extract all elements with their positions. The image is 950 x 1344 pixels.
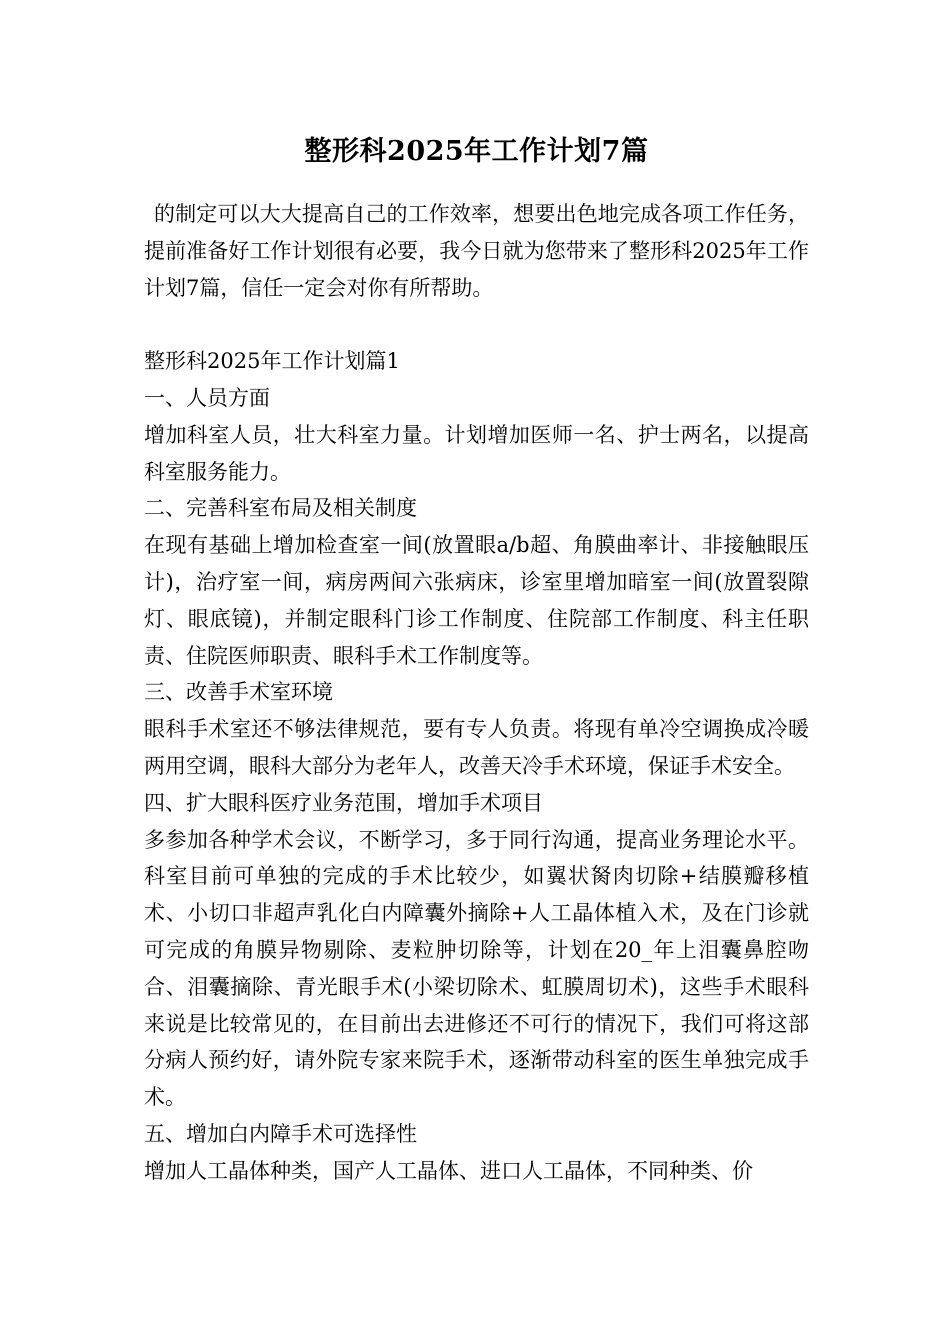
item-body: 在现有基础上增加检查室一间(放置眼a/b超、角膜曲率计、非接触眼压计)，治疗室一间，病房两间六张病床，诊室里增加暗室一间(放置裂隙灯、眼底镜)，并制定眼科门诊工作制度、住院部工作制度、科主任职责、住院医师职责、眼科手术工作制度等。: [144, 533, 809, 668]
document-title: 整形科2025年工作计划7篇: [304, 136, 649, 167]
item-heading: 五、增加白内障手术可选择性: [144, 1121, 417, 1146]
item-heading: 一、人员方面: [144, 385, 270, 410]
item-heading: 二、完善科室布局及相关制度: [144, 496, 417, 521]
document-body: [144, 196, 809, 1190]
item-body: 多参加各种学术会议，不断学习，多于同行沟通，提高业务理论水平。科室目前可单独的完成的手术比较少，如翼状胬肉切除+结膜瓣移植术、小切口非超声乳化白内障囊外摘除+人工晶体植入术，及在门诊就可完成的角膜异物剔除、麦粒肿切除等，计划在20_年上泪囊鼻腔吻合、泪囊摘除、青光眼手术(小梁切除术、虹膜周切术)，这些手术眼科来说是比较常见的，在目前出去进修还不可行的情况下，我们可将这部分病人预约好，请外院专家来院手术，逐渐带动科室的医生单独完成手术。: [144, 827, 809, 1110]
item-heading: 四、扩大眼科医疗业务范围，增加手术项目: [144, 790, 543, 815]
item-body: 增加科室人员，壮大科室力量。计划增加医师一名、护士两名，以提高科室服务能力。: [144, 422, 809, 484]
item-body: 增加人工晶体种类，国产人工晶体、进口人工晶体，不同种类、价: [144, 1158, 753, 1183]
section-heading: 整形科2025年工作计划篇1: [144, 349, 400, 374]
paragraph-spacer: [144, 306, 809, 343]
intro-paragraph: 的制定可以大大提高自己的工作效率，想要出色地完成各项工作任务，提前准备好工作计划很有必要，我今日就为您带来了整形科2025年工作计划7篇，信任一定会对你有所帮助。: [144, 202, 809, 300]
item-heading: 三、改善手术室环境: [144, 680, 333, 705]
item-body: 眼科手术室还不够法律规范，要有专人负责。将现有单冷空调换成冷暖两用空调，眼科大部分为老年人，改善天冷手术环境，保证手术安全。: [144, 717, 809, 778]
